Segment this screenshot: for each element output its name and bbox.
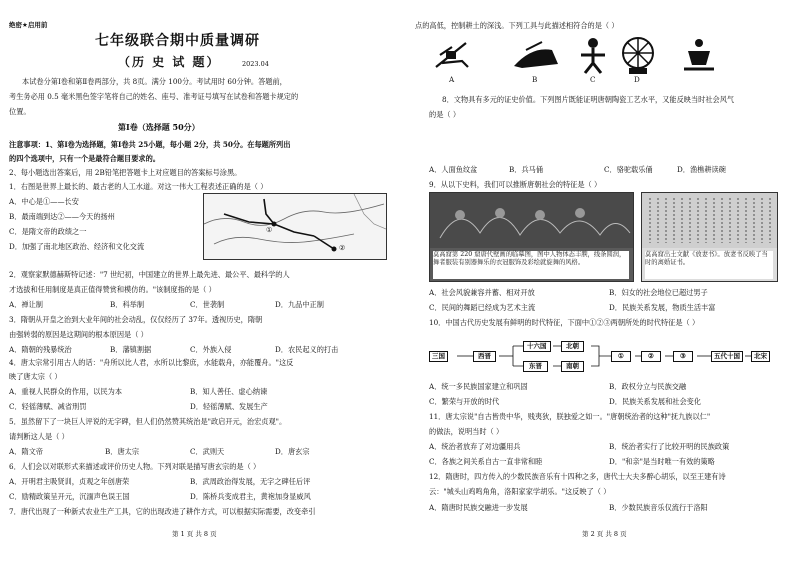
q1-option-c: C．是隋文帝的政绩之一 bbox=[9, 227, 87, 236]
q1-stem: 1．右图是世界上最长的、最古老的人工水道。对这一伟大工程表述正确的是（ ） bbox=[9, 182, 268, 191]
q6-option-c: C．励精政策呈开元，沉湎声色误王国 bbox=[9, 492, 130, 501]
map-label-2: ② bbox=[339, 244, 346, 252]
q10-option-a: A．统一多民族国家建立和巩固 bbox=[429, 382, 528, 391]
q12-option-b: B．少数民族音乐仅流行于洛阳 bbox=[609, 503, 708, 512]
q6-stem: 6．人们会以对联形式来描述或评价历史人物。下列对联是描写唐玄宗的是（ ） bbox=[9, 462, 261, 471]
q11-option-a: A．统治者放弃了对边疆用兵 bbox=[429, 442, 521, 451]
section-1-heading: 第Ⅰ卷（选择题 50分） bbox=[118, 122, 200, 132]
timeline-beichao: 北朝 bbox=[561, 341, 584, 352]
q2-line-2: 才选拔和任用制度是真正值得赞赏和模仿的。"该制度指的是（ ） bbox=[9, 285, 216, 294]
q11-option-c: C．各族之间关系自古一直非常和睦 bbox=[429, 457, 543, 466]
q10-option-b: B．政权分立与民族交融 bbox=[609, 382, 687, 391]
q1-option-a: A．中心是①——长安 bbox=[9, 197, 79, 206]
q7-continuation: 点的高低，控制耕土的深浅。下列工具与此描述相符合的是（ ） bbox=[415, 21, 619, 30]
q11-option-d: D．"和亲"是当时唯一有效的策略 bbox=[609, 457, 715, 466]
q5-option-d: D．唐玄宗 bbox=[275, 447, 310, 456]
q9-option-c: C．民间的舞蹈已经成为艺术主流 bbox=[429, 303, 536, 312]
q6-option-d: D．陈桥兵变成君主，黄袍加身显威风 bbox=[190, 492, 311, 501]
q2-option-d: D．九品中正制 bbox=[275, 300, 324, 309]
tool-d-label: D bbox=[634, 75, 640, 84]
q3-option-a: A．隋朝的残暴统治 bbox=[9, 345, 72, 354]
q3-option-d: D．农民起义的打击 bbox=[275, 345, 339, 354]
q8-line-2: 的是（ ） bbox=[429, 110, 461, 119]
document-caption: 莫高窟出土文献《放妻书》。放妻书反映了当时的离婚证书。 bbox=[645, 251, 773, 279]
intro-line-1: 本试卷分第Ⅰ卷和第Ⅱ卷两部分，共 8页。满分 100分。考试用时 60分钟。答题前， bbox=[22, 77, 287, 86]
q5-option-b: B．唐太宗 bbox=[105, 447, 140, 456]
q3-option-b: B．藩镇割据 bbox=[110, 345, 152, 354]
intro-line-3: 位置。 bbox=[9, 107, 31, 116]
exam-subtitle: （历 史 试 题） bbox=[118, 55, 221, 69]
q1-option-d: D．加强了南北地区政治、经济和文化交流 bbox=[9, 242, 145, 251]
q6-option-a: A．开明君主吸贤训，贞观之年创唐荣 bbox=[9, 477, 130, 486]
timeline-wudai: 五代十国 bbox=[711, 351, 743, 362]
q5-option-c: C．武则天 bbox=[190, 447, 225, 456]
q4-option-b: B．知人善任、虚心纳谏 bbox=[190, 387, 268, 396]
q11-option-b: B．统治者实行了比较开明的民族政策 bbox=[609, 442, 730, 451]
page-1-footer: 第 1 页 共 8 页 bbox=[172, 530, 217, 538]
tool-e-icon bbox=[682, 37, 716, 73]
q2-option-b: B．科举制 bbox=[110, 300, 145, 309]
q5-line-2: 请判断这人是（ ） bbox=[9, 432, 69, 441]
divorce-document-image bbox=[641, 192, 778, 282]
q8-line-1: 8．文物具有多元的证史价值。下列图片既能证明唐朝陶瓷工艺水平，又能反映当时社会风气 bbox=[442, 95, 735, 104]
q3-option-c: C．外族入侵 bbox=[190, 345, 232, 354]
q4-option-a: A．重视人民群众的作用，以民为本 bbox=[9, 387, 123, 396]
q2-option-a: A．禅让制 bbox=[9, 300, 43, 309]
q4-option-d: D．轻徭薄赋、发展生产 bbox=[190, 402, 268, 411]
timeline-dongjin: 东晋 bbox=[523, 361, 548, 372]
q9-option-b: B．妇女的社会地位已超过男子 bbox=[609, 288, 708, 297]
q8-option-a: A．人面鱼纹盆 bbox=[429, 165, 478, 174]
q4-line-1: 4．唐太宗常引用古人的话："舟所以比人君，水所以比黎庶，水能载舟，亦能覆舟。"这反 bbox=[9, 358, 294, 367]
exam-date: 2023.04 bbox=[242, 60, 269, 68]
tool-b-label: B bbox=[532, 75, 538, 84]
timeline-slot-1: ① bbox=[611, 351, 631, 362]
map-label-1: ① bbox=[266, 226, 273, 234]
notes-line-3: 2、每小题选出答案后，用 2B铅笔把答题卡上对应题目的答案标号涂黑。 bbox=[9, 168, 242, 177]
grand-canal-map bbox=[203, 193, 387, 260]
timeline-nanchao: 南朝 bbox=[561, 361, 584, 372]
q12-line-2: 云："城头山鸡鸣角角，洛阳家家学胡乐。"这反映了（ ） bbox=[429, 487, 611, 496]
timeline-xijin: 西晋 bbox=[473, 351, 496, 362]
timeline-beisong: 北宋 bbox=[751, 351, 770, 362]
page-2-footer: 第 2 页 共 8 页 bbox=[582, 530, 627, 538]
q4-option-c: C．轻徭薄赋、减省刑罚 bbox=[9, 402, 87, 411]
tool-c-label: C bbox=[590, 75, 596, 84]
q12-line-1: 12．隋唐时，四方传入的少数民族音乐有十四种之多，唐代士大夫多醉心胡乐，以至王建有诗 bbox=[429, 472, 726, 481]
tool-b-icon bbox=[512, 40, 560, 72]
mural-caption: 莫高窟第 220 窟唐代壁画的临摹图，图中人物体态丰腴，线条圆润，舞者服装有别器舞乐的衣冠服饰及彩绘就旋舞的风格。 bbox=[433, 251, 629, 279]
dynasty-timeline bbox=[429, 338, 774, 374]
q8-option-b: B．兵马俑 bbox=[509, 165, 544, 174]
q8-option-c: C．骆驼载乐俑 bbox=[604, 165, 653, 174]
q3-line-2: 由强转弱的原因是这期间的根本原因是（ ） bbox=[9, 330, 148, 339]
q10-option-d: D．民族关系发展和社会变化 bbox=[609, 397, 702, 406]
q5-line-1: 5．虽然留下了一块巨人评说的无字碑，但人们仍然赞其统治是"政启开元，治宏贞观"。 bbox=[9, 417, 287, 426]
timeline-shiliuguo: 十六国 bbox=[523, 341, 551, 352]
q7-line-1: 7．唐代出现了一种新式农业生产工具，它的出现改进了耕作方式，可以根据实际需要，改变牵引 bbox=[9, 507, 316, 516]
q10-stem: 10．中国古代历史发展有鲜明的时代特征，下面中①②③两朝所处的时代特征是（ ） bbox=[429, 318, 700, 327]
q8-option-d: D．渔樵耕读碗 bbox=[677, 165, 726, 174]
q12-option-a: A．隋唐时民族交融进一步发展 bbox=[429, 503, 528, 512]
notes-line-1: 注意事项：1、第Ⅰ卷为选择题，第Ⅰ卷共 25小题，每小题 2分，共 50分。在每题所列出 bbox=[9, 140, 291, 149]
tool-d-icon bbox=[619, 35, 657, 75]
intro-line-2: 考生务必用 0.5 毫米黑色签字笔将自己的姓名、座号、准考证号填写在试卷和答题卡规定的 bbox=[9, 92, 299, 101]
mural-image bbox=[429, 192, 634, 282]
q9-stem: 9．从以下史料，我们可以推断唐朝社会的特征是（ ） bbox=[429, 180, 602, 189]
confidential-label: 绝密★启用前 bbox=[9, 21, 48, 29]
timeline-sanguo: 三国 bbox=[429, 351, 448, 362]
q11-line-2: 的做法，说明当时（ ） bbox=[429, 427, 504, 436]
q6-option-b: B．武周政治得发展，无字之碑任后评 bbox=[190, 477, 311, 486]
q1-option-b: B．最南端到达②——今天的扬州 bbox=[9, 212, 115, 221]
tool-a-icon bbox=[432, 37, 472, 73]
q10-option-c: C．繁荣与开放的时代 bbox=[429, 397, 500, 406]
timeline-slot-2: ② bbox=[641, 351, 661, 362]
tool-c-icon bbox=[575, 35, 611, 75]
exam-title: 七年级联合期中质量调研 bbox=[95, 33, 260, 49]
tool-a-label: A bbox=[449, 75, 455, 84]
q3-line-1: 3．隋朝从开皇之治到大业年间的社会动乱，仅仅经历了 37年。透视历史，隋朝 bbox=[9, 315, 263, 324]
timeline-slot-3: ③ bbox=[673, 351, 693, 362]
notes-line-2: 的四个选项中，只有一个是最符合题目要求的。 bbox=[9, 154, 160, 163]
q9-option-a: A．社会风貌兼容并蓄、相对开放 bbox=[429, 288, 535, 297]
q2-line-1: 2．观察家默德赫斯特记述："7 世纪初，中国建立的世界上最先进、最公平、最科学的人 bbox=[9, 270, 290, 279]
q11-line-1: 11．唐太宗说"自古皆贵中华，贱夷狄，朕独爱之如一。"唐朝统治者的这种"抚九族以仁" bbox=[429, 412, 711, 421]
q4-line-2: 映了唐太宗（ ） bbox=[9, 372, 62, 381]
q2-option-c: C．世袭制 bbox=[190, 300, 225, 309]
exam-page-2 bbox=[397, 0, 794, 561]
q5-option-a: A．隋文帝 bbox=[9, 447, 43, 456]
q9-option-d: D．民族关系发展，物质生活丰富 bbox=[609, 303, 716, 312]
